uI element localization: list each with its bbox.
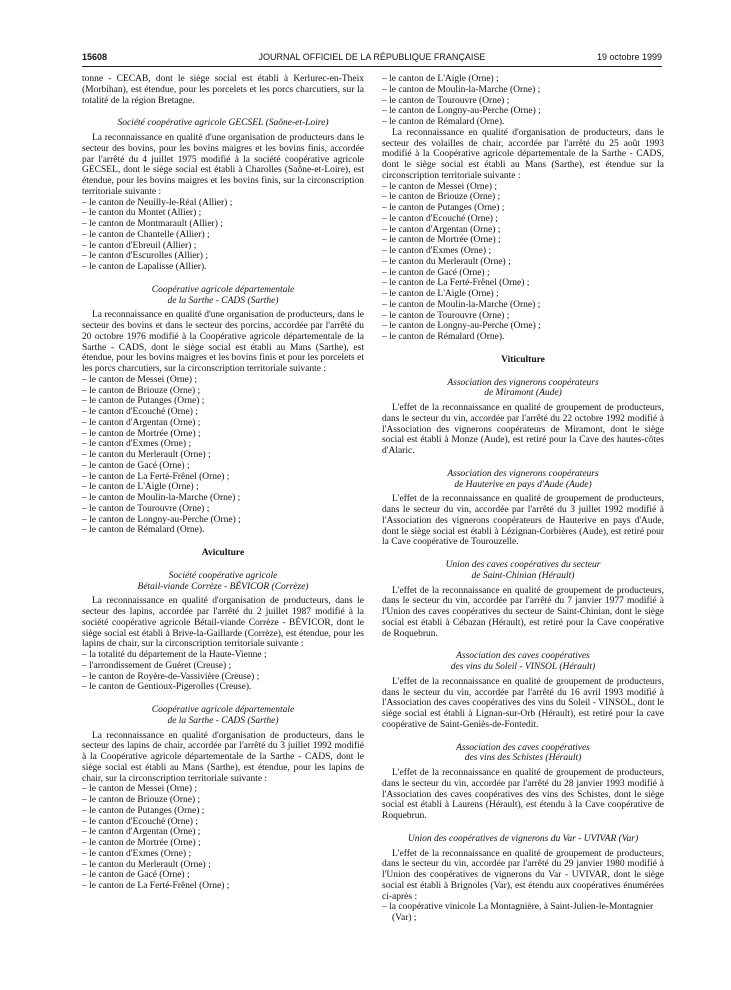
list-item: – le canton du Merlerault (Orne) ; — [82, 450, 364, 461]
canton-list — [382, 74, 664, 128]
canton-list — [82, 198, 364, 273]
entry-title-line: des vins du Soleil - VINSOL (Hérault) — [450, 662, 596, 672]
entry-title-line: Bétail-viande Corrèze - BÉVICOR (Corrèze) — [137, 581, 309, 592]
list-item: – le canton de Messei (Orne) ; — [382, 182, 664, 193]
list-item: – le canton de Lapalisse (Allier). — [82, 262, 364, 273]
entry-title-line: Coopérative agricole départementale — [151, 284, 295, 295]
list-item: – le canton de L'Aigle (Orne) ; — [382, 289, 664, 300]
left-column — [82, 74, 364, 892]
entry-title-line: Association des caves coopératives — [456, 651, 590, 662]
paragraph: L'effet de la reconnaissance en qualité de groupement de producteurs, dans le secteur du vin, accordée par l'arrêté du 29 janvier 1980 modifié à l'Union des coopératives de vignerons du Var - UVIVAR, dont le siège social est établi à Brignoles (Var), est étendu aux coopératives énumérées ci-après : — [382, 848, 664, 902]
list-item: – le canton de Mortrée (Orne) ; — [82, 838, 364, 849]
list-item: – le canton d'Ecouché (Orne) ; — [382, 214, 664, 225]
paragraph: La reconnaissance en qualité d'organisation de producteurs, dans le secteur des volailles de chair, accordée par l'arrêté du 25 août 1993 modifié à la Coopérative agricole départementale de la Sarthe - CADS, dont le siège social est établi au Mans (Sarthe), est étendue sur la circonscription territoriale suivante : — [382, 127, 664, 181]
list-item: – le canton de Royère-de-Vassivière (Creuse) ; — [82, 672, 364, 683]
list-item: – le canton de Briouze (Orne) ; — [382, 192, 664, 203]
list-item: – le canton de L'Aigle (Orne) ; — [82, 482, 364, 493]
journal-title: JOURNAL OFFICIEL DE LA RÉPUBLIQUE FRANÇAISE — [258, 52, 486, 62]
list-item: – le canton d'Argentan (Orne) ; — [82, 827, 364, 838]
list-item: – le canton de Mortrée (Orne) ; — [82, 429, 364, 440]
list-item: – le canton du Merlerault (Orne) ; — [82, 860, 364, 871]
list-item: – le canton de La Ferté-Frênel (Orne) ; — [82, 472, 364, 483]
paragraph: La reconnaissance en qualité d'une organisation de producteurs dans le secteur des bovins, pour les bovins maigres et les bovins finis, accordée par l'arrêté du 4 juillet 1975 modifié à la société coopérative agricole GECSEL, dont le siège social est établi à Charolles (Saône-et-Loire), est étendue, pour les bovins maigres et les bovins finis, sur la circonscription territoriale suivante : — [82, 133, 364, 197]
paragraph: La reconnaissance en qualité d'organisation de producteurs, dans le secteur des lapins, accordée par l'arrêté du 2 juillet 1987 modifié à la société coopérative agricole Bétail-viande Corrèze - BÉVICOR, dont le siège social est établi à Brive-la-Gaillarde (Corrèze), est étendue, pour les lapins de chair, sur la circonscription territoriale suivante : — [82, 596, 364, 650]
paragraph: tonne - CECAB, dont le siège social est établi à Kerlurec-en-Theix (Morbihan), est étendue, pour les porcelets et les porcs charcutiers, sur la totalité de la région Bretagne. — [82, 74, 364, 106]
entry-title — [382, 743, 664, 765]
list-item: – le canton de Gacé (Orne) ; — [82, 461, 364, 472]
entry-title-line: de Miramont (Aude) — [484, 388, 562, 399]
list-item: – le canton de Chantelle (Allier) ; — [82, 230, 364, 241]
list-item: – le canton de Rémalard (Orne). — [82, 525, 364, 536]
entry-title-line: Société coopérative agricole GECSEL (Saône-et-Loire) — [117, 118, 329, 129]
list-item: – le canton de Rémalard (Orne). — [382, 117, 664, 128]
paragraph: L'effet de la reconnaissance en qualité de groupement de producteurs, dans le secteur du vin, accordée par l'arrêté du 7 janvier 1977 modifié à l'Union des caves coopératives du secteur de Saint-Chinian, dont le siège social est établi à Cébazan (Hérault), est retiré pour la Cave coopérative de Roquebrun. — [382, 585, 664, 639]
entry-title-line: Union des caves coopératives du secteur — [445, 560, 601, 570]
entry-title — [82, 118, 364, 129]
paragraph: L'effet de la reconnaissance en qualité de groupement de producteurs, dans le secteur du vin, accordée par l'arrêté du 16 avril 1993 modifié à l'Association des caves coopératives des vins du Soleil - VINSOL, dont le siège social est établi à Lignan-sur-Orb (Hérault), est retiré pour la cave coopérative de Saint-Geniès-de-Fontedit. — [382, 676, 664, 730]
page-header — [82, 52, 662, 66]
list-item: – le canton d'Exmes (Orne) ; — [82, 439, 364, 450]
list-item: – le canton de Rémalard (Orne). — [382, 332, 664, 343]
list-item: – le canton d'Ecouché (Orne) ; — [82, 817, 364, 828]
canton-list — [82, 784, 364, 892]
entry-title — [382, 560, 664, 582]
list-item: – la totalité du département de la Haute-Vienne ; — [82, 650, 364, 661]
list-item: – le canton de Longny-au-Perche (Orne) ; — [382, 321, 664, 332]
list-item: – le canton d'Argentan (Orne) ; — [382, 225, 664, 236]
list-item: – le canton de Moulin-la-Marche (Orne) ; — [382, 85, 664, 96]
entry-title-line: de Saint-Chinian (Hérault) — [471, 570, 575, 581]
entry-title-line: Union des coopératives de vignerons du Var - UVIVAR (Var) — [407, 833, 639, 844]
list-item: – le canton de Neuilly-le-Réal (Allier) ; — [82, 198, 364, 209]
list-item: – le canton d'Ebreuil (Allier) ; — [82, 241, 364, 252]
list-item: – le canton d'Ecouché (Orne) ; — [82, 407, 364, 418]
canton-list — [382, 902, 664, 924]
list-item: – le canton de Putanges (Orne) ; — [382, 203, 664, 214]
entry-title-line: Coopérative agricole départementale — [151, 705, 295, 715]
entry-title-line: Association des vignerons coopérateurs — [447, 468, 599, 479]
page-number: 15608 — [82, 52, 108, 62]
list-item: – le canton de La Ferté-Frênel (Orne) ; — [82, 881, 364, 892]
list-item: – le canton du Montet (Allier) ; — [82, 208, 364, 219]
list-item: – le canton de Briouze (Orne) ; — [82, 386, 364, 397]
entry-title-line: Association des caves coopératives — [456, 742, 590, 753]
list-item: – le canton de Briouze (Orne) ; — [82, 795, 364, 806]
list-item: – le canton de Moulin-la-Marche (Orne) ; — [82, 493, 364, 504]
entry-title-line: de la Sarthe - CADS (Sarthe) — [167, 715, 279, 726]
entry-title-line: Association des vignerons coopérateurs — [447, 377, 599, 388]
list-item: – le canton d'Argentan (Orne) ; — [82, 418, 364, 429]
list-item: – le canton d'Exmes (Orne) ; — [382, 246, 664, 257]
section-heading: Viticulture — [501, 354, 545, 365]
entry-title — [382, 469, 664, 491]
entry-title-line: de la Sarthe - CADS (Sarthe) — [167, 295, 279, 306]
list-item: – le canton de Tourouvre (Orne) ; — [82, 504, 364, 515]
list-item: – le canton de Moulin-la-Marche (Orne) ; — [382, 300, 664, 311]
paragraph: La reconnaissance en qualité d'organisation de producteurs, dans le secteur des lapins de chair, accordée par l'arrêté du 3 juillet 1992 modifié à la Coopérative agricole départementale de la Sarthe - CADS, dont le siège social est établi au Mans (Sarthe), est étendue, pour les lapins de chair, sur la circonscription territoriale suivante : — [82, 730, 364, 784]
entry-title — [382, 651, 664, 673]
list-item: – le canton du Merlerault (Orne) ; — [382, 257, 664, 268]
list-item: – le canton d'Escurolles (Allier) ; — [82, 251, 364, 262]
list-item: – le canton de Mortrée (Orne) ; — [382, 235, 664, 246]
entry-title — [382, 378, 664, 400]
paragraph: L'effet de la reconnaissance en qualité de groupement de producteurs, dans le secteur du vin, accordée par l'arrêté du 28 janvier 1993 modifié à l'Association des caves coopératives des vins des Schistes, dont le siège social est établi à Laurens (Hérault), est étendu à la Cave coopérative de Roquebrun. — [382, 768, 664, 821]
right-column — [382, 74, 664, 924]
list-item: – le canton de Putanges (Orne) ; — [82, 806, 364, 817]
header-rule — [82, 66, 662, 67]
entry-title — [82, 285, 364, 307]
entry-title-line: de Hauterive en pays d'Aude (Aude) — [454, 479, 592, 490]
list-item: – le canton de Gacé (Orne) ; — [82, 870, 364, 881]
section-heading: Aviculture — [201, 548, 245, 558]
list-item: – la coopérative vinicole La Montagnière, à Saint-Julien-le-Montagnier (Var) ; — [382, 902, 664, 924]
entry-title-line: Société coopérative agricole — [168, 570, 278, 581]
list-item: – le canton de Longny-au-Perche (Orne) ; — [382, 106, 664, 117]
entry-title-line: des vins des Schistes (Hérault) — [464, 753, 582, 764]
paragraph: La reconnaissance en qualité d'une organisation de producteurs, dans le secteur des bovins et dans le secteur des porcins, accordée par l'arrêté du 20 octobre 1976 modifié à la Coopérative agricole départementale de la Sarthe - CADS, dont le siège social est établi au Mans (Sarthe), est étendue, pour les bovins maigres et les bovins finis et pour les porcelets et les porcs charcutiers, sur la circonscription territoriale suivante : — [82, 310, 364, 374]
list-item: – le canton de Putanges (Orne) ; — [82, 396, 364, 407]
list-item: – le canton de Longny-au-Perche (Orne) ; — [82, 515, 364, 526]
entry-title — [82, 705, 364, 727]
list-item: – le canton de Gacé (Orne) ; — [382, 268, 664, 279]
list-item: – le canton de Gentioux-Pigerolles (Creuse). — [82, 682, 364, 693]
entry-title — [382, 834, 664, 845]
list-item: – le canton de Montmarault (Allier) ; — [82, 219, 364, 230]
paragraph: L'effet de la reconnaissance en qualité de groupement de producteurs, dans le secteur du vin, accordée par l'arrêté du 22 octobre 1992 modifié à l'Association des vignerons coopérateurs de Miramont, dont le siège social est établi à Monze (Aude), est retiré pour la Cave des hautes-côtes d'Alaric. — [382, 403, 664, 456]
issue-date: 19 octobre 1999 — [596, 52, 662, 62]
list-item: – le canton de Tourouvre (Orne) ; — [382, 311, 664, 322]
canton-list — [82, 650, 364, 693]
list-item: – le canton de Messei (Orne) ; — [82, 784, 364, 795]
canton-list — [82, 375, 364, 536]
list-item: – le canton de L'Aigle (Orne) ; — [382, 74, 664, 85]
list-item: – le canton de Tourouvre (Orne) ; — [382, 96, 664, 107]
entry-title — [82, 571, 364, 593]
list-item: – le canton de Messei (Orne) ; — [82, 375, 364, 386]
canton-list — [382, 182, 664, 343]
list-item: – le canton de La Ferté-Frênel (Orne) ; — [382, 278, 664, 289]
list-item: – le canton d'Exmes (Orne) ; — [82, 849, 364, 860]
list-item: – l'arrondissement de Guéret (Creuse) ; — [82, 661, 364, 672]
paragraph: L'effet de la reconnaissance en qualité de groupement de producteurs, dans le secteur du vin, accordée par l'arrêté du 3 juillet 1992 modifié à l'Association des vignerons coopérateurs de Hauterive en pays d'Aude, dont le siège social est établi à Lézignan-Corbières (Aude), est retiré pour la Cave coopérative de Tourouzelle. — [382, 494, 664, 548]
